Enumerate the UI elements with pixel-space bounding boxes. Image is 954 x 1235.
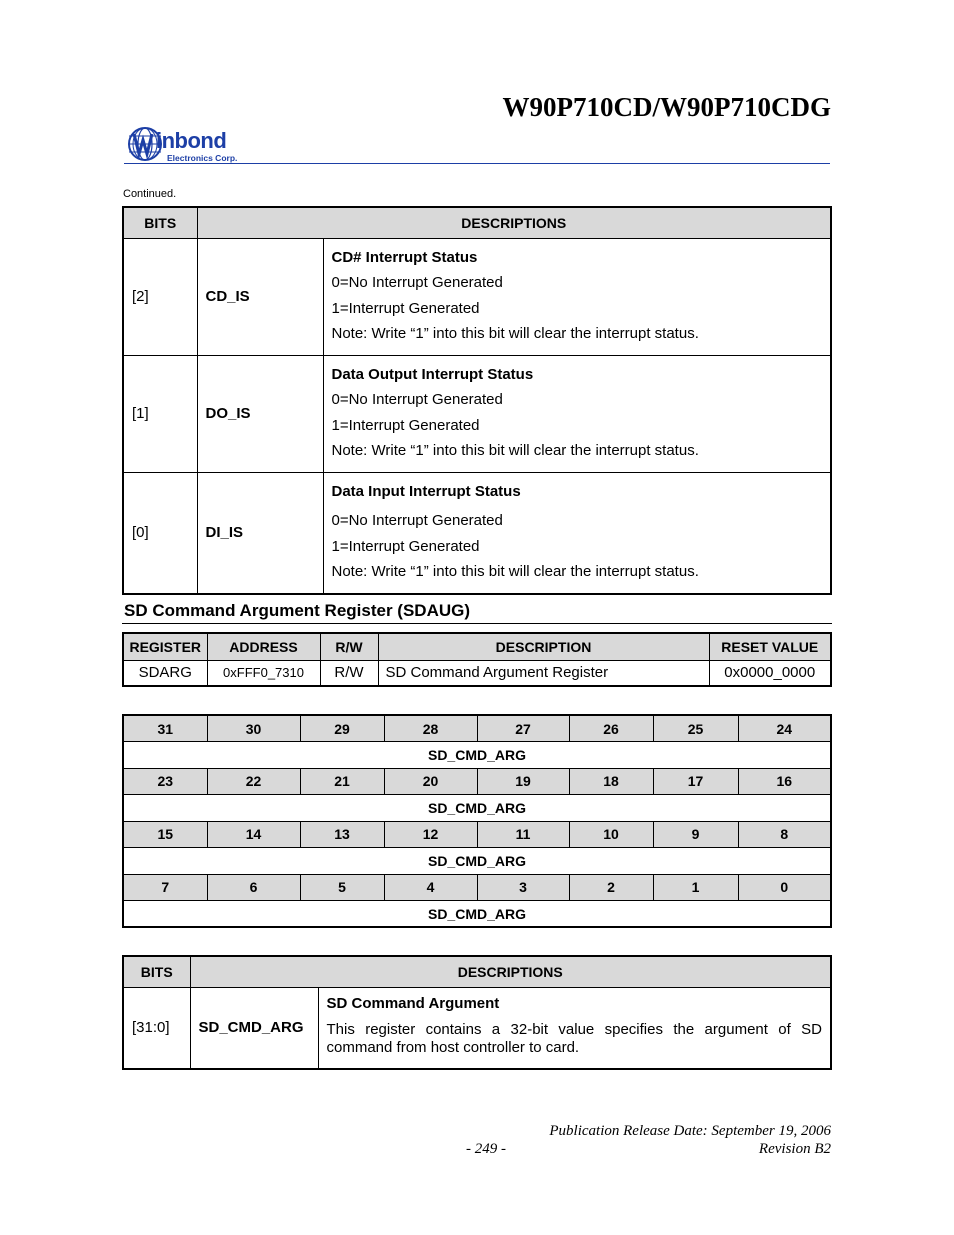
winbond-logo — [127, 126, 257, 166]
register-cell: SDARG — [123, 660, 207, 686]
bit-number: 16 — [738, 768, 831, 795]
description-note: Note: Write “1” into this bit will clear the interrupt status. — [331, 442, 699, 459]
field-row — [123, 901, 831, 928]
field-cell: SD_CMD_ARG — [123, 848, 831, 875]
description-line: 0=No Interrupt Generated — [331, 391, 503, 408]
address-cell: 0xFFF0_7310 — [207, 660, 320, 686]
address-header: ADDRESS — [207, 633, 320, 660]
table-row — [123, 660, 831, 686]
field-row — [123, 795, 831, 822]
continued-label: Continued. — [123, 188, 177, 200]
field-name-cell: CD_IS — [197, 238, 323, 355]
bit-number: 25 — [653, 715, 738, 742]
bit-number: 21 — [300, 768, 384, 795]
publication-date: Publication Release Date: September 19, 2006 — [549, 1123, 831, 1139]
header-rule — [124, 163, 830, 164]
page-number: - 249 - — [466, 1141, 506, 1157]
bit-number: 9 — [653, 821, 738, 848]
bit-number: 23 — [123, 768, 207, 795]
bit-number-row — [123, 715, 831, 742]
table-row — [123, 238, 831, 355]
bitmap-table — [122, 714, 832, 928]
bit-number: 27 — [477, 715, 569, 742]
bit-number: 28 — [384, 715, 477, 742]
table-row — [123, 987, 831, 1069]
logo-wordmark: inbond — [156, 128, 227, 153]
bit-number: 14 — [207, 821, 300, 848]
description-line: 0=No Interrupt Generated — [331, 512, 503, 529]
bit-number: 30 — [207, 715, 300, 742]
description-title: Data Input Interrupt Status — [331, 482, 521, 500]
bit-number: 22 — [207, 768, 300, 795]
bit-number: 17 — [653, 768, 738, 795]
field-row — [123, 742, 831, 769]
bits-cell: [2] — [123, 238, 197, 355]
bit-number-row — [123, 821, 831, 848]
table-row — [123, 355, 831, 472]
bit-number: 12 — [384, 821, 477, 848]
description-title: SD Command Argument — [326, 994, 500, 1012]
field-cell: SD_CMD_ARG — [123, 742, 831, 769]
bit-number: 31 — [123, 715, 207, 742]
description-note: Note: Write “1” into this bit will clear the interrupt status. — [331, 325, 699, 342]
description-title: Data Output Interrupt Status — [331, 365, 534, 383]
bit-number: 15 — [123, 821, 207, 848]
bit-number: 7 — [123, 874, 207, 901]
table-row — [123, 472, 831, 594]
bits-header: BITS — [123, 207, 197, 238]
descriptions-header: DESCRIPTIONS — [190, 956, 831, 987]
bit-number: 24 — [738, 715, 831, 742]
bit-number: 29 — [300, 715, 384, 742]
descriptions-header: DESCRIPTIONS — [197, 207, 831, 238]
description-text: This register contains a 32-bit value specifies the argument of SD command from host controller to card. — [326, 1020, 822, 1056]
field-row — [123, 848, 831, 875]
logo-subtitle: Electronics Corp. — [167, 153, 238, 163]
register-header: REGISTER — [123, 633, 207, 660]
section-title: SD Command Argument Register (SDAUG) — [124, 601, 471, 620]
description-line: 1=Interrupt Generated — [331, 299, 480, 317]
description-cell: SD Command Argument Register — [378, 660, 709, 686]
reset-value-cell: 0x0000_0000 — [709, 660, 831, 686]
bits-cell: [31:0] — [123, 987, 190, 1069]
description-line: 1=Interrupt Generated — [331, 537, 480, 555]
revision: Revision B2 — [758, 1141, 831, 1157]
document-title: W90P710CD/W90P710CDG — [502, 92, 831, 122]
bit-number: 20 — [384, 768, 477, 795]
bits-description-table — [122, 206, 832, 595]
bit-number-row — [123, 768, 831, 795]
description-cell — [323, 238, 831, 355]
register-table — [122, 632, 832, 687]
description-line: 0=No Interrupt Generated — [331, 274, 503, 291]
description-cell — [323, 355, 831, 472]
bit-number: 3 — [477, 874, 569, 901]
bits-header: BITS — [123, 956, 190, 987]
rw-cell: R/W — [320, 660, 378, 686]
field-name-cell: DO_IS — [197, 355, 323, 472]
description-header: DESCRIPTION — [378, 633, 709, 660]
description-title: CD# Interrupt Status — [331, 248, 478, 266]
rw-header: R/W — [320, 633, 378, 660]
bit-number: 13 — [300, 821, 384, 848]
description-note: Note: Write “1” into this bit will clear the interrupt status. — [331, 563, 699, 580]
bits-cell: [0] — [123, 472, 197, 594]
bits-cell: [1] — [123, 355, 197, 472]
field-name-cell: SD_CMD_ARG — [190, 987, 318, 1069]
bit-number-row — [123, 874, 831, 901]
field-cell: SD_CMD_ARG — [123, 795, 831, 822]
section-rule — [122, 623, 832, 624]
description-cell — [323, 472, 831, 594]
bit-number: 4 — [384, 874, 477, 901]
description-line: 1=Interrupt Generated — [331, 416, 480, 434]
field-cell: SD_CMD_ARG — [123, 901, 831, 928]
bit-number: 26 — [569, 715, 653, 742]
bit-number: 0 — [738, 874, 831, 901]
bit-number: 8 — [738, 821, 831, 848]
field-name-cell: DI_IS — [197, 472, 323, 594]
reset-value-header: RESET VALUE — [709, 633, 831, 660]
bit-number: 18 — [569, 768, 653, 795]
bit-number: 5 — [300, 874, 384, 901]
bit-number: 6 — [207, 874, 300, 901]
bit-number: 10 — [569, 821, 653, 848]
bit-number: 11 — [477, 821, 569, 848]
bit-number: 2 — [569, 874, 653, 901]
description-cell — [318, 987, 831, 1069]
bit-number: 1 — [653, 874, 738, 901]
bit-number: 19 — [477, 768, 569, 795]
sd-cmd-arg-description-table — [122, 955, 832, 1070]
